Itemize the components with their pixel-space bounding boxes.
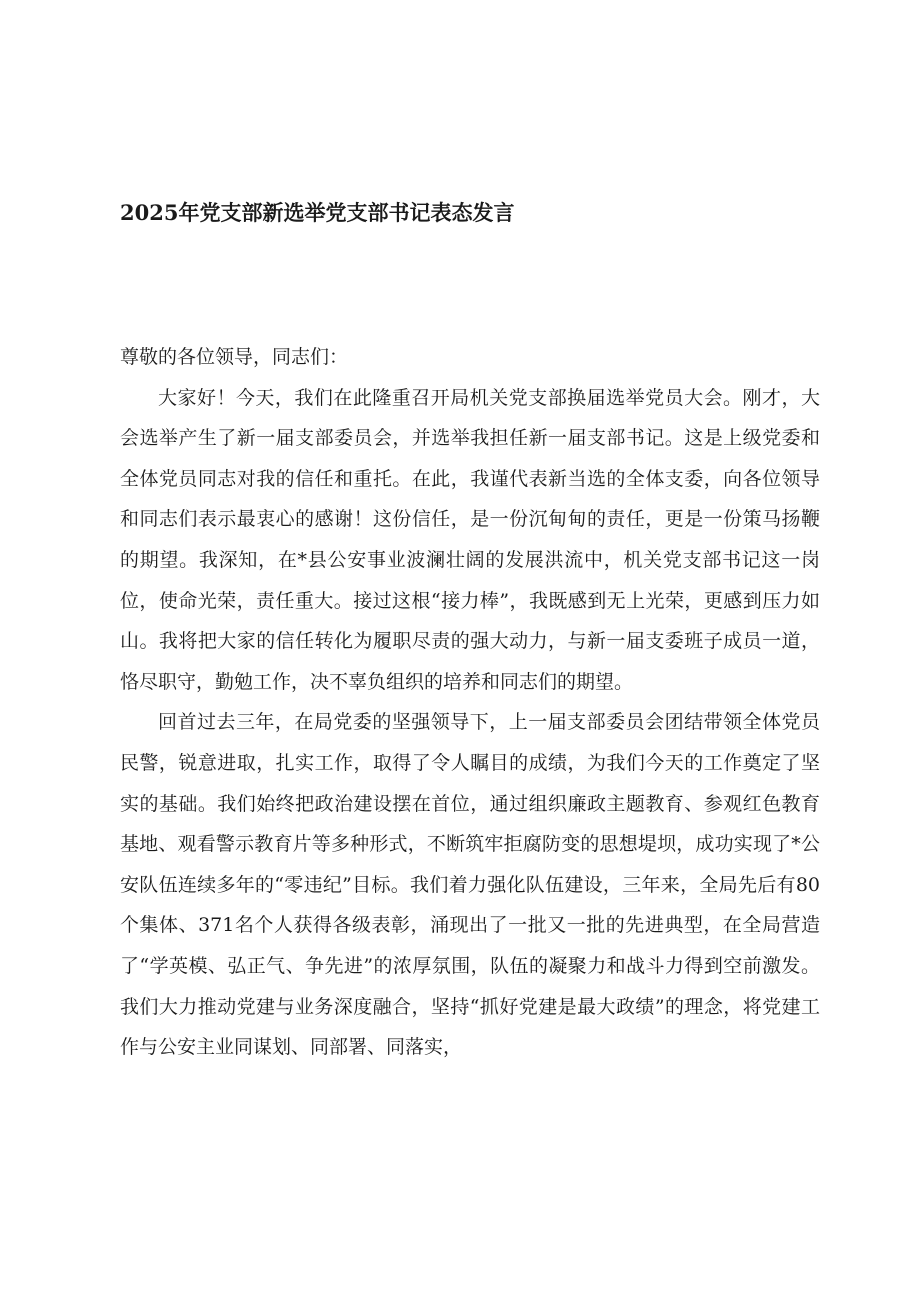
paragraph-1: 大家好！今天，我们在此隆重召开局机关党支部换届选举党员大会。刚才，大会选举产生了新一届支部委员会，并选举我担任新一届支部书记。这是上级党委和全体党员同志对我的信任和重托。在此，我谨代表新当选的全体支委，向各位领导和同志们表示最衷心的感谢！这份信任，是一份沉甸甸的责任，更是一份策马扬鞭的期望。我深知，在*县公安事业波澜壮阔的发展洪流中，机关党支部书记这一岗位，使命光荣，责任重大。接过这根“接力棒”，我既感到无上光荣，更感到压力如山。我将把大家的信任转化为履职尽责的强大动力，与新一届支委班子成员一道，恪尽职守，勤勉工作，决不辜负组织的培养和同志们的期望。 xyxy=(120,386,820,693)
paragraph-2: 回首过去三年，在局党委的坚强领导下，上一届支部委员会团结带领全体党员民警，锐意进取，扎实工作，取得了令人瞩目的成绩，为我们今天的工作奠定了坚实的基础。我们始终把政治建设摆在首位，通过组织廉政主题教育、参观红色教育基地、观看警示教育片等多种形式，不断筑牢拒腐防变的思想堤坝，成功实现了*公安队伍连续多年的“零违纪”目标。我们着力强化队伍建设，三年来，全局先后有80个集体、371名个人获得各级表彰，涌现出了一批又一批的先进典型，在全局营造了“学英模、弘正气、争先进”的浓厚氛围，队伍的凝聚力和战斗力得到空前激发。我们大力推动党建与业务深度融合，坚持“抓好党建是最大政绩”的理念，将党建工作与公安主业同谋划、同部署、同落实， xyxy=(120,711,820,1059)
document-body xyxy=(120,337,820,1068)
salutation: 尊敬的各位领导，同志们： xyxy=(120,346,349,368)
document-title: 2025年党支部新选举党支部书记表态发言 xyxy=(120,200,515,225)
